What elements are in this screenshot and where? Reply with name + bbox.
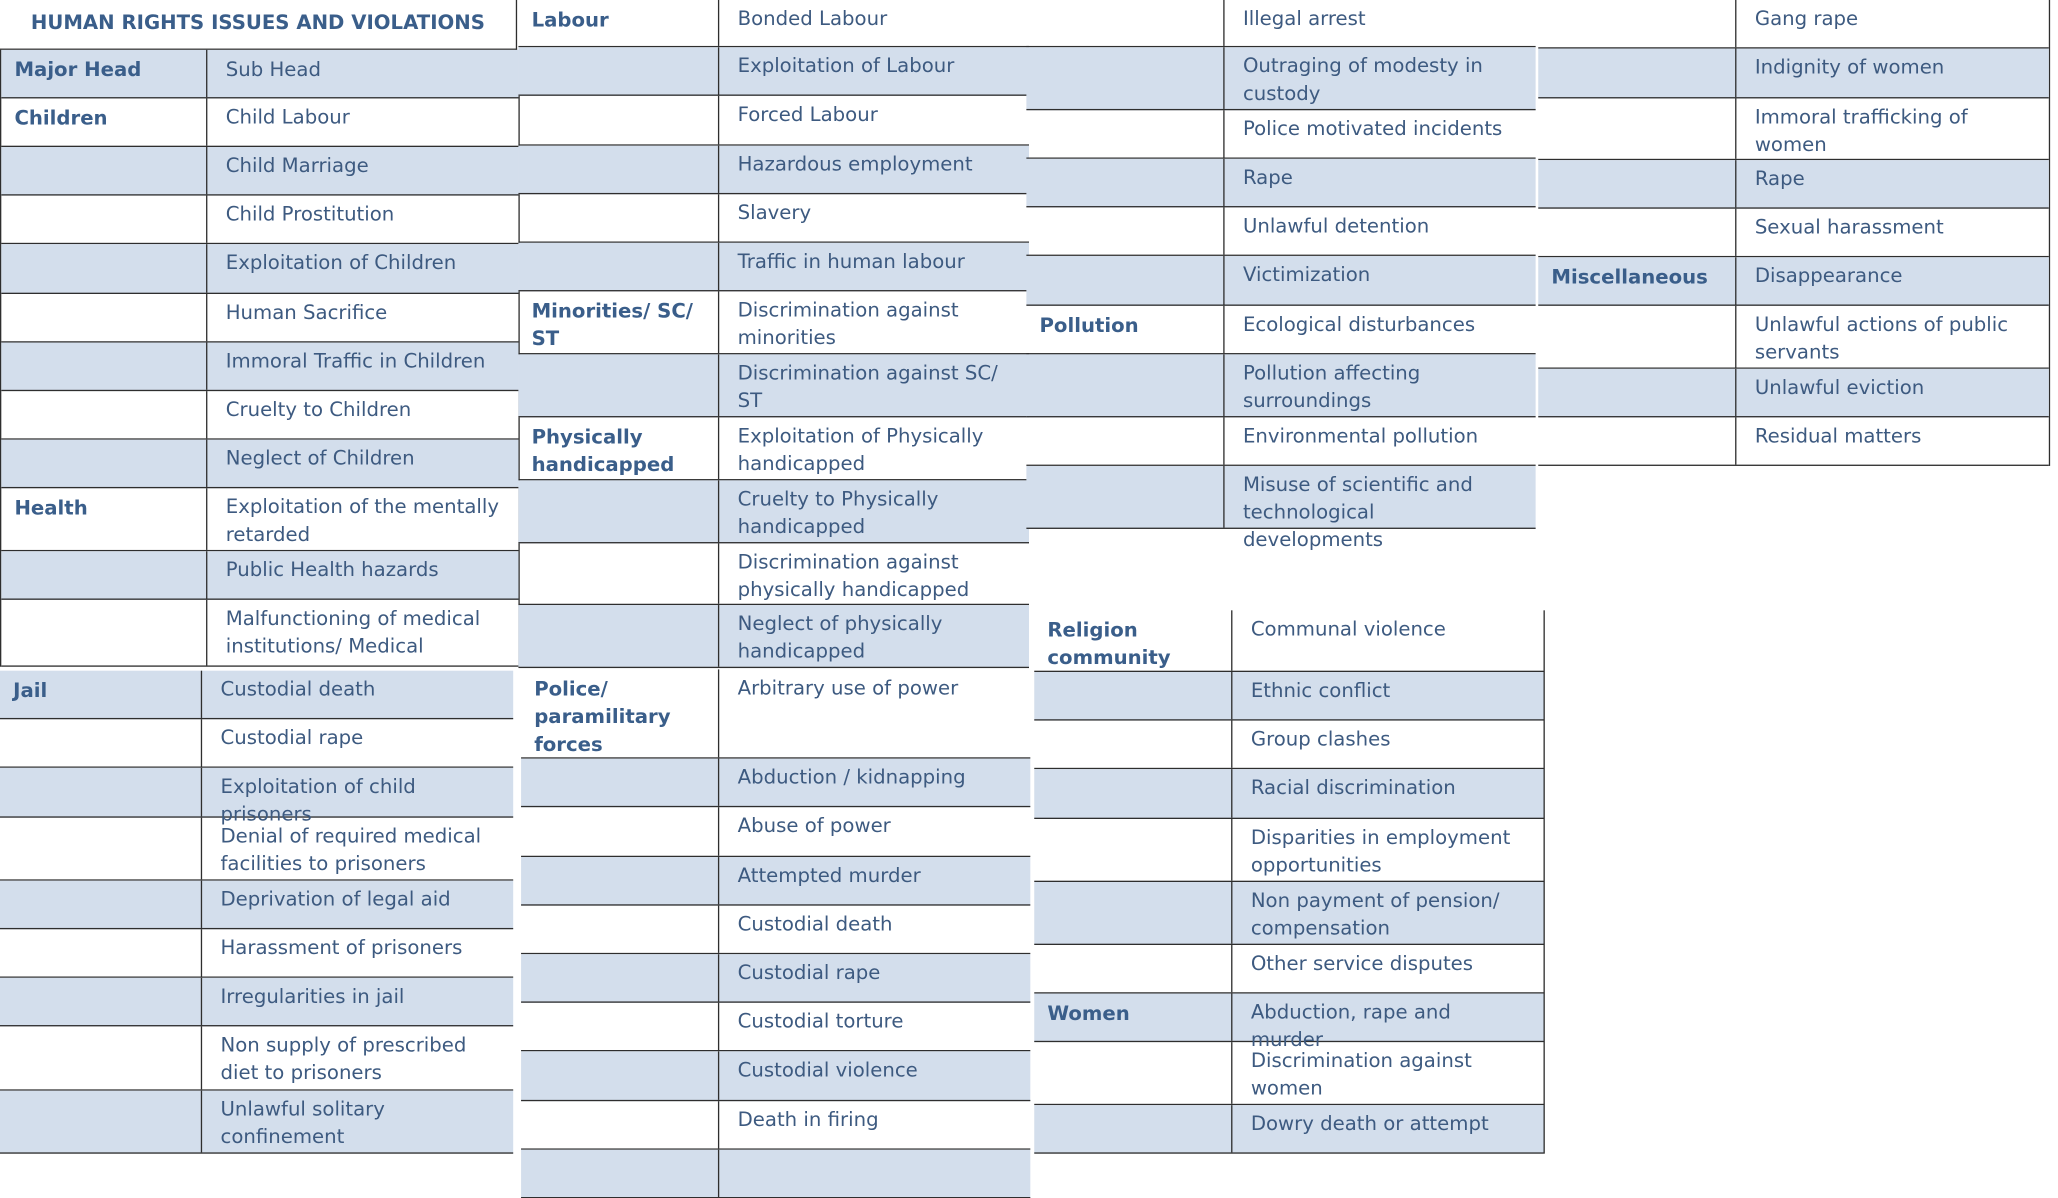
major-head-cell: Miscellaneous <box>1551 265 1708 289</box>
sub-head-cell: Residual matters <box>1735 417 2049 464</box>
table-row <box>521 954 1030 1003</box>
table-row <box>1034 1042 1543 1105</box>
sub-head-cell: Traffic in human labour <box>718 243 1029 290</box>
sub-head-cell: Non supply of prescribed diet to prisoners <box>201 1026 513 1089</box>
major-head-cell <box>1034 721 1231 768</box>
major-head-cell <box>1026 466 1223 528</box>
table-row <box>0 719 513 768</box>
table-row <box>518 291 1029 354</box>
table-row <box>518 0 1029 47</box>
major-head-cell <box>0 978 201 1025</box>
sub-head-cell: Human Sacrifice <box>206 294 518 341</box>
sub-head-cell: Illegal arrest <box>1223 0 1535 46</box>
table-row <box>1034 819 1543 882</box>
major-head-cell <box>518 47 718 94</box>
table-row <box>1538 98 2049 160</box>
table-row <box>1034 672 1543 721</box>
major-head-cell: Major Head <box>14 57 142 82</box>
sub-head-cell: Denial of required medical facilities to prisoners <box>201 818 513 880</box>
table-row <box>1538 369 2049 418</box>
sub-head-cell: Deprivation of legal aid <box>201 881 513 928</box>
major-head-cell <box>1 196 206 243</box>
sub-head-cell: Unlawful actions of public servants <box>1735 306 2049 368</box>
table-row <box>521 1150 1030 1198</box>
table-row <box>1 98 518 147</box>
sub-head-cell: Police motivated incidents <box>1223 110 1535 157</box>
table-fragment <box>0 50 520 667</box>
sub-head-cell: Group clashes <box>1231 721 1543 768</box>
table-row <box>0 818 513 881</box>
major-head-cell <box>1 600 206 666</box>
table-row <box>1538 417 2049 466</box>
sub-head-cell: Custodial rape <box>201 719 513 766</box>
sub-head-cell: Ecological disturbances <box>1223 306 1535 353</box>
major-head-cell <box>1026 110 1223 157</box>
sub-head-cell: Exploitation of Children <box>206 244 518 293</box>
table-row <box>0 929 513 978</box>
major-head-cell <box>1 244 206 293</box>
sub-head-cell: Custodial torture <box>718 1003 1030 1050</box>
major-head-cell: Minorities/ SC/ ST <box>531 299 693 351</box>
sub-head-cell: Unlawful solitary confinement <box>201 1091 513 1153</box>
major-head-cell <box>518 243 718 290</box>
sub-head-cell: Cruelty to Children <box>206 391 518 438</box>
sub-head-cell: Cruelty to Physically handicapped <box>718 480 1029 542</box>
major-head-cell: Jail <box>13 678 48 703</box>
table-row <box>1026 354 1535 417</box>
table-row <box>521 1051 1030 1101</box>
major-head-cell <box>0 818 201 880</box>
major-head-cell <box>521 1051 718 1100</box>
table-fragment <box>1026 0 1535 552</box>
table-row <box>518 354 1029 417</box>
sub-head-cell: Custodial death <box>201 671 513 718</box>
sub-head-cell: Non payment of pension/ compensation <box>1231 882 1543 944</box>
major-head-cell <box>521 807 718 856</box>
sub-head-cell: Misuse of scientific and technological developments <box>1223 466 1535 528</box>
table-fragment <box>0 671 513 1154</box>
sub-head-cell: Rape <box>1735 160 2049 207</box>
table-row <box>1034 721 1543 770</box>
major-head-cell <box>1026 417 1223 464</box>
table-row <box>1 294 518 343</box>
sub-head-cell: Immoral trafficking of women <box>1735 98 2049 158</box>
table-row <box>1 440 518 489</box>
major-head-cell <box>1 294 206 341</box>
major-head-cell <box>518 146 718 193</box>
major-head-cell <box>521 857 718 904</box>
table-row <box>1026 256 1535 306</box>
sub-head-cell: Victimization <box>1223 256 1535 305</box>
sub-head-cell: Custodial death <box>718 906 1030 953</box>
table-fragment <box>1034 610 1545 1153</box>
sub-head-cell: Discrimination against SC/ ST <box>718 354 1029 416</box>
table-row <box>521 807 1030 857</box>
table-row <box>1026 110 1535 159</box>
sub-head-cell: Rape <box>1223 159 1535 206</box>
major-head-cell <box>1034 1105 1231 1152</box>
major-head-cell <box>0 768 201 817</box>
table-row <box>518 417 1029 480</box>
major-head-cell <box>1034 672 1231 719</box>
table-row <box>518 543 1029 605</box>
major-head-cell <box>1026 0 1223 46</box>
sub-head-cell: Sexual harassment <box>1735 209 2049 256</box>
table-row <box>1026 0 1535 47</box>
sub-head-cell: Exploitation of the mentally retarded <box>206 488 518 550</box>
major-head-cell <box>1538 417 1735 464</box>
major-head-cell: Labour <box>531 7 609 32</box>
major-head-cell <box>521 906 718 953</box>
sub-head-cell: Gang rape <box>1735 0 2049 47</box>
major-head-cell <box>0 881 201 928</box>
major-head-cell <box>1538 209 1735 256</box>
major-head-cell: Police/ paramilitary forces <box>534 677 671 756</box>
major-head-cell <box>1034 882 1231 944</box>
sub-head-cell: Communal violence <box>1231 610 1543 670</box>
major-head-cell <box>518 194 718 241</box>
sub-head-cell: Pollution affecting surroundings <box>1223 354 1535 416</box>
table-row <box>518 605 1029 668</box>
major-head-cell: Health <box>14 496 88 520</box>
sub-head-cell: Abduction, rape and murder <box>1231 994 1543 1041</box>
table-row <box>521 759 1030 808</box>
major-head-cell <box>1026 159 1223 206</box>
table-row <box>1034 769 1543 819</box>
sub-head-cell <box>718 1150 1030 1197</box>
table-row <box>1026 417 1535 466</box>
sub-head-cell: Exploitation of Physically handicapped <box>718 417 1029 479</box>
table-row <box>1 391 518 440</box>
sub-head-cell: Custodial violence <box>718 1051 1030 1100</box>
major-head-cell: Children <box>14 106 108 130</box>
sub-head-cell: Racial discrimination <box>1231 769 1543 818</box>
major-head-cell <box>1538 0 1735 47</box>
major-head-cell <box>1 391 206 438</box>
table-row <box>521 906 1030 955</box>
table-row <box>521 669 1030 758</box>
sub-head-cell: Other service disputes <box>1231 945 1543 992</box>
sub-head-cell: Ethnic conflict <box>1231 672 1543 719</box>
major-head-cell <box>1538 160 1735 207</box>
sub-head-cell: Public Health hazards <box>206 551 518 598</box>
major-head-cell <box>518 480 718 542</box>
sub-head-cell: Exploitation of Labour <box>718 47 1029 94</box>
major-head-cell <box>1034 945 1231 992</box>
table-row <box>518 194 1029 243</box>
table-row <box>0 1091 513 1154</box>
table-row <box>518 480 1029 543</box>
table-row <box>1026 47 1535 110</box>
sub-head-cell: Dowry death or attempt <box>1231 1105 1543 1152</box>
table-row <box>518 146 1029 195</box>
sub-head-cell: Disparities in employment opportunities <box>1231 819 1543 881</box>
table-row <box>521 1003 1030 1052</box>
major-head-cell <box>518 605 718 667</box>
table-row <box>1034 945 1543 994</box>
table-row <box>518 47 1029 96</box>
major-head-cell <box>1026 354 1223 416</box>
sub-head-cell: Unlawful eviction <box>1735 369 2049 416</box>
table-row <box>1026 466 1535 552</box>
table-row <box>1 343 518 392</box>
major-head-cell <box>521 1150 718 1197</box>
document-title: HUMAN RIGHTS ISSUES AND VIOLATIONS <box>0 0 517 50</box>
table-row <box>1026 159 1535 208</box>
table-row <box>1538 306 2049 369</box>
major-head-cell <box>518 543 718 603</box>
table-row <box>1 196 518 245</box>
table-row <box>1 551 518 600</box>
table-row <box>1 600 518 667</box>
major-head-cell <box>518 354 718 416</box>
major-head-cell <box>1026 256 1223 305</box>
major-head-cell <box>521 1101 718 1148</box>
table-row <box>0 768 513 826</box>
sub-head-cell: Forced Labour <box>718 96 1029 145</box>
sub-head-cell: Abduction / kidnapping <box>718 759 1030 806</box>
sub-head-cell: Attempted murder <box>718 857 1030 904</box>
table-fragment <box>518 0 1029 668</box>
sub-head-cell: Harassment of prisoners <box>201 929 513 976</box>
major-head-cell: Physically handicapped <box>531 425 675 477</box>
sub-head-cell: Custodial rape <box>718 954 1030 1001</box>
sub-head-cell: Hazardous employment <box>718 146 1029 193</box>
table-row <box>1034 882 1543 945</box>
major-head-cell <box>1034 769 1231 818</box>
major-head-cell <box>1 147 206 194</box>
major-head-cell <box>521 759 718 806</box>
sub-head-cell: Child Prostitution <box>206 196 518 243</box>
sub-head-cell: Arbitrary use of power <box>718 669 1030 757</box>
sub-head-cell: Environmental pollution <box>1223 417 1535 464</box>
table-row <box>1 147 518 196</box>
sub-head-cell: Discrimination against minorities <box>718 291 1029 353</box>
table-row <box>0 978 513 1027</box>
sub-head-cell: Irregularities in jail <box>201 978 513 1025</box>
sub-head-cell: Neglect of physically handicapped <box>718 605 1029 667</box>
sub-head-cell: Disappearance <box>1735 257 2049 304</box>
major-head-cell <box>1 343 206 390</box>
major-head-cell <box>1034 819 1231 881</box>
table-row <box>521 857 1030 906</box>
table-row <box>0 881 513 930</box>
major-head-cell <box>0 1091 201 1153</box>
major-head-cell <box>1026 207 1223 254</box>
table-row <box>1538 160 2049 209</box>
table-row <box>1034 1105 1543 1154</box>
sub-head-cell: Child Marriage <box>206 147 518 194</box>
sub-head-cell: Abuse of power <box>718 807 1030 856</box>
sub-head-cell: Immoral Traffic in Children <box>206 343 518 390</box>
table-row <box>1026 207 1535 256</box>
sub-head-cell: Child Labour <box>206 98 518 145</box>
table-fragment <box>521 669 1030 1198</box>
table-row <box>1538 257 2049 306</box>
table-row <box>1 244 518 294</box>
table-row <box>518 243 1029 292</box>
major-head-cell <box>0 719 201 766</box>
table-row <box>1026 306 1535 355</box>
sub-head-cell: Indignity of women <box>1735 49 2049 98</box>
sub-head-cell: Outraging of modesty in custody <box>1223 47 1535 109</box>
major-head-cell <box>0 1026 201 1089</box>
major-head-cell <box>521 954 718 1001</box>
sub-head-cell: Discrimination against physically handicapped <box>718 543 1029 603</box>
sub-head-cell: Sub Head <box>206 50 518 97</box>
sub-head-cell: Bonded Labour <box>718 0 1029 46</box>
table-row <box>1034 610 1543 672</box>
sub-head-cell: Slavery <box>718 194 1029 241</box>
sub-head-cell: Exploitation of child prisoners <box>201 768 513 817</box>
sub-head-cell: Malfunctioning of medical institutions/ Medical <box>206 600 518 666</box>
table-row <box>1538 0 2049 49</box>
table-row <box>1034 994 1543 1052</box>
table-row <box>0 1026 513 1090</box>
major-head-cell: Women <box>1047 1001 1130 1026</box>
major-head-cell <box>1538 369 1735 416</box>
table-row <box>1538 49 2049 99</box>
major-head-cell <box>1026 47 1223 109</box>
table-row <box>518 96 1029 146</box>
major-head-cell: Pollution <box>1039 313 1139 338</box>
major-head-cell <box>1 440 206 487</box>
major-head-cell <box>1538 49 1735 98</box>
table-fragment <box>1538 0 2050 466</box>
table-row <box>1 50 518 99</box>
major-head-cell <box>1 551 206 598</box>
major-head-cell <box>1538 306 1735 368</box>
sub-head-cell: Death in firing <box>718 1101 1030 1148</box>
table-row <box>0 671 513 720</box>
sub-head-cell: Discrimination against women <box>1231 1042 1543 1104</box>
major-head-cell <box>0 929 201 976</box>
major-head-cell <box>518 96 718 145</box>
major-head-cell <box>1538 98 1735 158</box>
major-head-cell: Religion community <box>1047 618 1171 670</box>
major-head-cell <box>521 1003 718 1050</box>
sub-head-cell: Unlawful detention <box>1223 207 1535 254</box>
table-row <box>1 488 518 551</box>
sub-head-cell: Neglect of Children <box>206 440 518 487</box>
major-head-cell <box>1034 1042 1231 1104</box>
table-row <box>1538 209 2049 258</box>
table-row <box>521 1101 1030 1150</box>
